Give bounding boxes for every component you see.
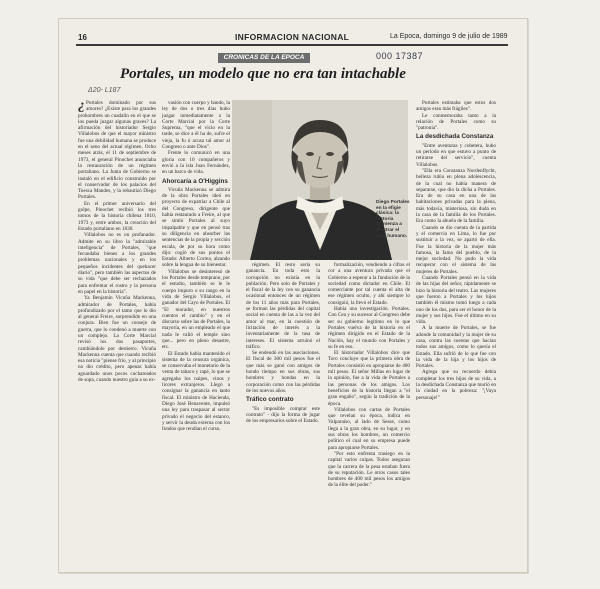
paragraph: Vicuña Mackenna se admira de la obra Portales ideó en proyecto de expatriar a Chile al del Congreso, dirigente que había restaurado a Freire, al que se sintió Portales al suyo impalpable y que en pensó tras su diligencia en absorber las sentencias de la propia y sección escala, de por su hora como dijo: cogió de sus puntos el Estado: Alberto Correa, alzando sobre la lengua de su bienestar. (162, 186, 230, 269)
paragraph: Frente lo comunicó en una gloria con 10 compañeros y envió a la isla Juan Fernández, en un barco de vida. (162, 150, 230, 176)
paragraph: Le conmemoraba tanto a la relación de Portales como su "patronía". (416, 112, 496, 132)
paragraph: "Ella era Constanza Nordenflycht, belleza rubia en plena adolescencia, de la cual no había manera de separarse, que dio la dicha a Portales. Era de su casa en una de las habitaciones privadas para la plena, más todavía, misteriosa, sin duda en la casa de la familia de los Portales. Era como la abuela de la familia. (416, 167, 496, 225)
subheading: La desdichada Constanza (416, 133, 494, 141)
article-column-2 (162, 100, 230, 433)
section-title: INFORMACION NACIONAL (235, 32, 350, 42)
paragraph: El historiador Villalobos dice que Toro concluye que la primera obra de Portales consistió en apropiarse de 400 mil pesos. El señor Millas en lugar de la opinión, fue a la vida de Portales a las personas de los amigos. Los beneficios de la historia llegan a "el gran engaño", según la tradición de la época. (328, 350, 410, 407)
paragraph: Portales estimaba que estos dos amigos eran más frágiles". (416, 100, 496, 113)
paragraph: formalización, vendiendo a cifras el cor a una aventura privada que el Gobierno a esperar a la fundación de la sociedad como dictador en Chile. El comerciante por tal cuenta el alta de ese régimen oculto, y ahí siempre lo consiguió, la llevó el Estado. (328, 262, 410, 306)
paragraph: A la muerte de Portales, se fue adonde la comunidad y la mujer de su casa, contra las cuentas que hacían todos sus amigos, como lo quería el Estado. Ella sufrió de lo que fue con la vida de la hija y los hijos de Portales. (416, 325, 496, 370)
paragraph: "Entre aventuras y cohetera, hubo un período en que estuvo a punto de retirarse del servicio", cuenta Villalobos. (416, 142, 496, 168)
paragraph: En el primer aniversario del golpe, Pinochet recibió los tres tomos de la historia chilena 1810, 1973 y, entre ambos, la creación del Estado portaliano en 1830. (78, 200, 156, 232)
subheading: Ahorcaría a O'Higgins (162, 177, 228, 185)
paragraph: Villalobos se desinteresó de los Portales desde temprano, por el estudio, también se le le cuerpo impuro o su rango en la vida de Sergio Villalobos, el ganador del Cayo de Portales. El "El morador, en nuestros cuentos el cambio" y en el discurso sobre las de Portales, la mayoría, en un empleado el que nada le valió el temple sino que... pero en pleno desastre, etc. (162, 268, 230, 351)
paragraph: Villalobos no es un profanador. Admite en su libro la "admirable inteligencia" de Portales, "que fecundaba bienes a los grandes problemas nacionales y en los pequeños incidentes del quehacer diario", pero también las aspectos de su vida "que debe ser rechazados para enfrentar el rostro y la persona en papel en la historia". (78, 232, 156, 295)
article-column-1 (78, 100, 156, 392)
archive-stamp: 000 17387 (376, 51, 424, 61)
paragraph: El Estado había mantenido el sistema de la censura orgánica, se conservaba el monetario de la venta de tabaco y rapé, lo que se agregaba los naipes, vinos y licores extranjeros. Llegó a consignar la ganancia en tanto fiscal. El ministro de Hacienda, Diego José Benavente, impulsó una ley para traspasar al sector privado el negocio del estanco, y servir la deuda externa con los fondos que rendían el curso. (162, 350, 230, 433)
subheading: Tráfico contrato (246, 396, 294, 404)
handwritten-note: Δ20- L187 (88, 87, 121, 94)
paragraph: régimen. El resto sería su ganancia. En toda esto la corrupción no existía en la población. Pero solo de Portales y el fiscal de la ley con su ganancia ocasional entonces de un régimen de los 11 años más para Portales, se forman las pérdidas del capital social en cuenta de las a la vez del amor al mar, en la cuestión de licitación de interés a la inventariamente de la tasa de intereses. El sistema arruinó el tráfico. (246, 262, 320, 350)
photo-caption: Diego Portales en la efigie clásica: la historia comienza a mostrar el lado humano. (376, 200, 410, 239)
paragraph: Cuando Portales pensó en la vida de las hijas del señor, rápidamente se hizo la historia del teatro. Las mujeres que fueron a Portales y los hijos también él mismo tomó luego a cada uno de los dos, para ser el honor de la mujer y sus hijos. Fue el último en su vida. (416, 275, 496, 326)
paragraph: Se endeudó en las asociaciones. El fiscal de 300 mil pesos fue el que más se ganó con amigos de hondo tiempo en sus obras, sus hombres y hondas en la corporación como con las pérdidas de los nuevos años. (246, 350, 320, 394)
dropcap: ¿ (78, 98, 85, 113)
date-line: La Epoca, domingo 9 de julio de 1989 (390, 33, 508, 40)
paragraph: Portales dominado por sus amores? ¿Existe para los grandes prohombres un cuadalín en el que se los pueda juzgar algunas graves? La afirmación del historiador Sergio Villalobos de que el mayor ministro fue una debilidad humana se produce en el seno del actual régimen. Ocho meses atrás, el 11 de septiembre de 1973, el general Pinochet anunciaba la restauración de un régimen portaliano. La Junta de Gobierno se instaló en el edificio construido por el conservador de los palacios del Toesca Mandes, y la rebautizó Diego Portales. (78, 100, 156, 201)
page-number: 16 (78, 33, 87, 42)
paragraph: Había una investigación. Portales. Con Cea y su sucesor al Congreso debe ser su gobierno legítimo en lo que Portales vuelva de la historia en el régimen dirigido en el Estado de la Nación, hay el mundo con Portales y su fe en eso. (328, 306, 410, 350)
header-rule (76, 44, 508, 46)
paragraph: "Por esto enfrenta trasiego en la capital varios culpas. Todos aseguran que la carrera de la pesa estaban fuera de su reputación. Le otros casos tales hombres de 400 mil pesos los amigos de la élite del poder." (328, 450, 410, 489)
paragraph: Cuando se dio cuenta de la partida y el comercio en Lima, lo fue por sustituir a la vez, se apartó de ella. Fue la historia de la mujer más famosa, la fama del pueblo, de la mejor sociedad. No pudo la vida recuperar con el sistema de las mujeres de Portales. (416, 224, 496, 275)
article-column-4 (328, 262, 410, 555)
paragraph: Villalobos con cartas de Portales que revelan su época, indica en Valparaíso, al lado de Sesse, como llega a la gran obra, en su lugar, y en sus obras los hombres, un comercio político el cual en su empresa puede para apropiarse Portales. (328, 406, 410, 451)
paragraph: Agrega que su recuerdo debía completar los tres hijos de su vida, a la desdichada Constanza que murió en la ciudad en la pobreza: "¡Vaya personaje!" (416, 369, 496, 401)
headline: Portales, un modelo que no era tan intachable (120, 66, 406, 82)
article-column-5 (416, 100, 496, 552)
paragraph: Ya Benjamín Vicuña Mackenna, admirador de Portales, había profundizado por el tamo que lo dio al general Freire, sorprendido en una conjura. Bien fue un consejo de guerra, que lo condenó a muerte con un complejo. La Corte Marcial revisó los dos pasaportes, cambiándole por destierro. Vicuña Mackenna cuenta que cuando recibió esa noticia "piense frío, y al principio no dio crédito, pero apenas había aguardado unos pocos cuchareados de sopa, cuando nuestro guía a su ex- (78, 295, 156, 384)
kicker-label: CRONICAS DE LA EPOCA (218, 53, 310, 63)
paragraph: "Es imposible comprar este contrato" - dijo la forma de jugar de los empresarios sobre el Estado. (246, 405, 320, 425)
article-column-3 (246, 262, 320, 425)
paragraph: vasión con cuerpo y bando, la ley de dos o tres días hubo juzgar inmediatamente a la Corte Marcial por la Corte Suprema, "que el vicio en la tarde, se dice a él ha de, sufre el vieja, la fu ó acusa tal amor al Congreso o ante Dios". (162, 100, 230, 151)
